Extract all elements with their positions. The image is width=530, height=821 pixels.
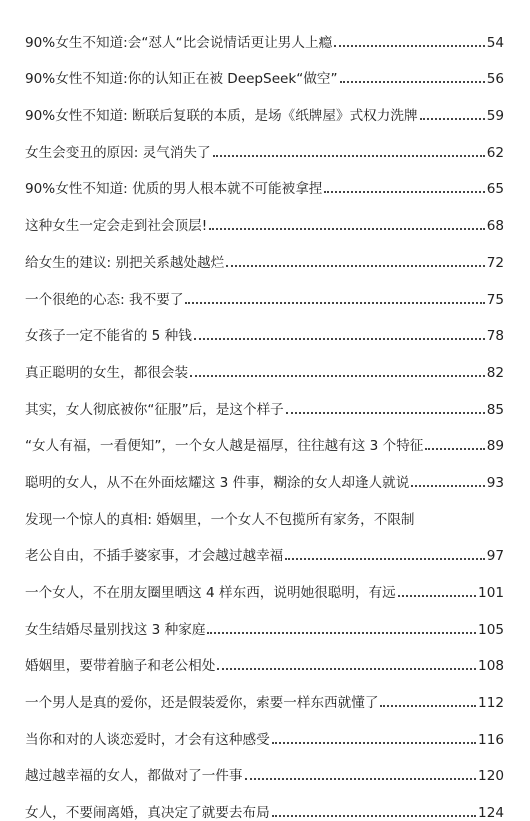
dot-leader bbox=[217, 668, 476, 670]
dot-leader bbox=[245, 778, 477, 780]
toc-entry-page: 89 bbox=[486, 438, 504, 455]
dot-leader bbox=[286, 412, 485, 414]
toc-entry[interactable] bbox=[25, 14, 504, 51]
toc-entry-title: 女人，不要闹离婚，真决定了就要去布局 bbox=[25, 805, 270, 821]
toc-entry[interactable] bbox=[25, 638, 504, 675]
toc-entry[interactable] bbox=[25, 344, 504, 381]
dot-leader bbox=[411, 485, 484, 487]
toc-entry-title: 90%女性不知道: 优质的男人根本就不可能被拿捏 bbox=[25, 181, 323, 198]
toc-entry-page: 93 bbox=[486, 474, 504, 491]
toc-entry[interactable] bbox=[25, 748, 504, 785]
dot-leader bbox=[272, 815, 476, 817]
toc-entry-title: 老公自由，不插手婆家事，才会越过越幸福 bbox=[25, 548, 284, 565]
toc-entry-title: 90%女性不知道: 断联后复联的本质，是场《纸牌屋》式权力洗牌 bbox=[25, 108, 418, 125]
toc-entry-page: 116 bbox=[478, 731, 504, 748]
toc-entry-title: 其实，女人彻底被你“征服”后，是这个样子 bbox=[25, 401, 284, 418]
dot-leader bbox=[285, 558, 484, 560]
toc-entry[interactable] bbox=[25, 51, 504, 88]
toc-entry[interactable] bbox=[25, 308, 504, 345]
toc-entry[interactable] bbox=[25, 271, 504, 308]
dot-leader bbox=[226, 265, 484, 267]
toc-entry-title: 女孩子一定不能省的 5 种钱 bbox=[25, 328, 192, 345]
toc-entry[interactable] bbox=[25, 197, 504, 234]
toc-entry[interactable] bbox=[25, 491, 504, 528]
toc-entry-title: “女人有福，一看便知”，一个女人越是福厚，往往越有这 3 个特征 bbox=[25, 438, 424, 455]
toc-entry-page: 62 bbox=[486, 144, 504, 161]
toc-entry-page: 82 bbox=[486, 364, 504, 381]
dot-leader bbox=[272, 742, 476, 744]
dot-leader bbox=[340, 81, 485, 83]
dot-leader bbox=[213, 155, 485, 157]
toc-entry-page: 78 bbox=[486, 328, 504, 345]
dot-leader bbox=[207, 632, 476, 634]
toc-entry-page: 105 bbox=[478, 621, 504, 638]
dot-leader bbox=[209, 228, 485, 230]
dot-leader bbox=[425, 448, 484, 450]
toc-entry[interactable] bbox=[25, 87, 504, 124]
dot-leader bbox=[380, 705, 476, 707]
dot-leader bbox=[420, 118, 485, 120]
toc-entry[interactable] bbox=[25, 784, 504, 821]
toc-entry-page: 68 bbox=[486, 218, 504, 235]
toc-entry-title: 婚姻里，要带着脑子和老公相处 bbox=[25, 658, 216, 675]
toc-entry[interactable] bbox=[25, 674, 504, 711]
toc-entry-page: 75 bbox=[486, 291, 504, 308]
toc-entry[interactable] bbox=[25, 161, 504, 198]
toc-entry-title: 一个男人是真的爱你，还是假装爱你，索要一样东西就懂了 bbox=[25, 695, 379, 712]
toc-entry[interactable] bbox=[25, 234, 504, 271]
toc-entry-page: 85 bbox=[486, 401, 504, 418]
toc-entry-title: 当你和对的人谈恋爱时，才会有这种感受 bbox=[25, 731, 270, 748]
toc-entry-page: 54 bbox=[486, 34, 504, 51]
toc-entry-page: 101 bbox=[478, 585, 504, 601]
toc-entry[interactable] bbox=[25, 124, 504, 161]
dot-leader bbox=[190, 375, 485, 377]
toc-entry-page: 72 bbox=[486, 254, 504, 271]
toc-entry[interactable] bbox=[25, 381, 504, 418]
toc-entry-page: 59 bbox=[486, 108, 504, 125]
toc-entry-page: 108 bbox=[478, 658, 504, 675]
dot-leader bbox=[334, 45, 485, 47]
toc-entry-title: 女生结婚尽量别找这 3 种家庭 bbox=[25, 621, 206, 638]
toc-entry[interactable] bbox=[25, 711, 504, 748]
toc-entry-title: 真正聪明的女生，都很会装 bbox=[25, 364, 189, 381]
toc-entry[interactable] bbox=[25, 601, 504, 638]
toc-entry-page: 56 bbox=[486, 71, 504, 88]
toc-entry-page: 97 bbox=[486, 548, 504, 565]
dot-leader bbox=[398, 595, 476, 597]
toc-entry-title: 聪明的女人，从不在外面炫耀这 3 件事，糊涂的女人却逢人就说 bbox=[25, 474, 410, 491]
toc-entry[interactable] bbox=[25, 564, 504, 601]
toc-entry[interactable] bbox=[25, 418, 504, 455]
toc-entry-title: 发现一个惊人的真相: 婚姻里，一个女人不包揽所有家务，不限制 bbox=[25, 511, 415, 528]
toc-entry-title: 给女生的建议: 别把关系越处越烂 bbox=[25, 254, 225, 271]
toc-entry-page: 124 bbox=[478, 805, 504, 821]
dot-leader bbox=[194, 338, 485, 340]
toc-entry[interactable] bbox=[25, 454, 504, 491]
toc-entry-title: 一个女人，不在朋友圈里晒这 4 样东西，说明她很聪明，有远 bbox=[25, 585, 396, 601]
dot-leader bbox=[185, 302, 484, 304]
toc-entry-title: 越过越幸福的女人，都做对了一件事 bbox=[25, 768, 243, 785]
toc-entry-continuation[interactable] bbox=[25, 528, 504, 565]
toc-entry-title: 一个很绝的心态: 我不要了 bbox=[25, 291, 184, 308]
toc-entry-page: 65 bbox=[486, 181, 504, 198]
toc-entry-page: 120 bbox=[478, 768, 504, 785]
toc-entry-title: 90%女生不知道:会“怼人“比会说情话更让男人上瘾 bbox=[25, 34, 333, 51]
dot-leader bbox=[324, 191, 484, 193]
toc-entry-page: 112 bbox=[478, 695, 504, 712]
toc-entry-title: 90%女性不知道:你的认知正在被 DeepSeek“做空” bbox=[25, 71, 338, 88]
toc-entry-title: 女生会变丑的原因: 灵气消失了 bbox=[25, 144, 211, 161]
toc-entry-title: 这种女生一定会走到社会顶层! bbox=[25, 218, 208, 235]
